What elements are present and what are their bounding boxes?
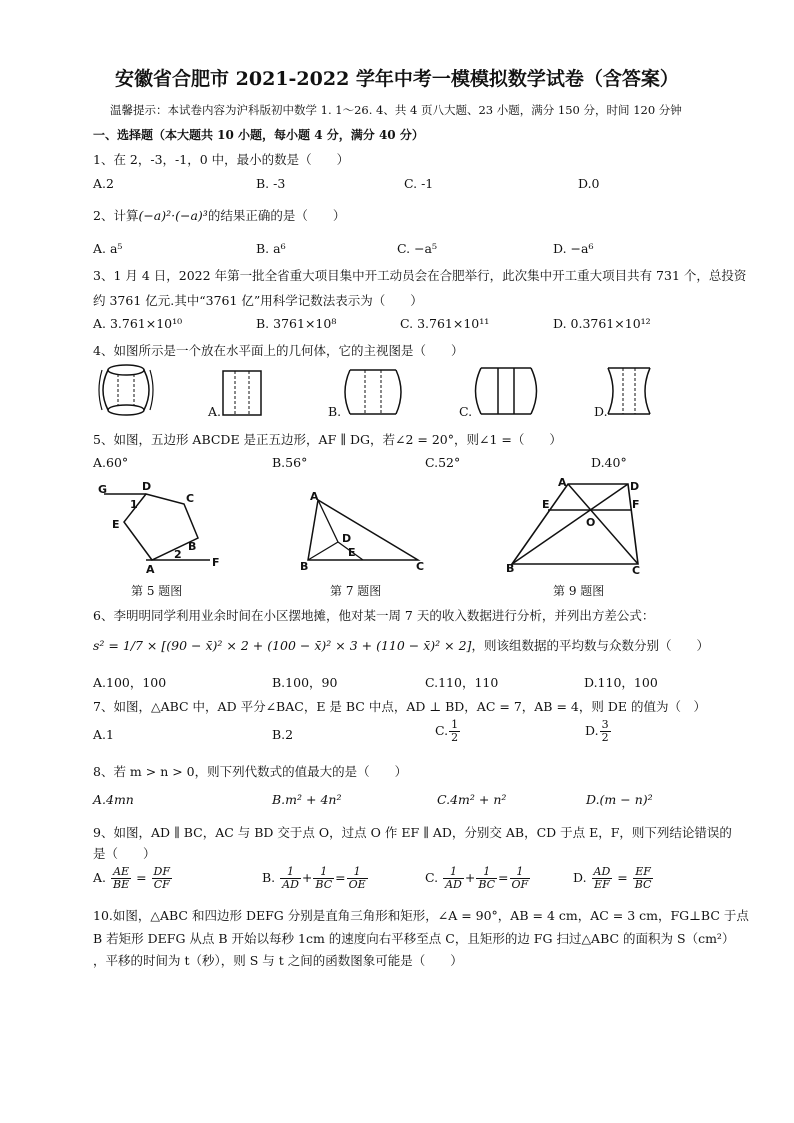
q6-option-a: A.100，100: [93, 675, 167, 690]
question-10-line-3: ，平移的时间为 t（秒），则 S 与 t 之间的函数图象可能是（ ）: [93, 953, 463, 968]
fig5-label-d: D: [142, 480, 152, 493]
q1-option-c: C. -1: [404, 176, 434, 191]
caption-fig7: 第 7 题图: [330, 584, 382, 598]
q2-option-a: A. a⁵: [93, 241, 123, 256]
q1-option-d: D.0: [578, 176, 600, 191]
q9-option-a: A. $\frac{AE}{BE}$ = $\frac{DF}{CF}$: [93, 865, 170, 891]
question-10-line-1: 10.如图，△ABC 和四边形 DEFG 分别是直角三角形和矩形，∠A = 90°，AB = 4 cm，AC = 3 cm，FG⊥BC 于点: [93, 908, 749, 923]
q7-option-d: D. $\frac{3}{2}$: [585, 718, 609, 744]
q6-option-d: D.110，100: [584, 675, 658, 690]
solid-figure: [96, 362, 156, 420]
question-2: [93, 206, 345, 224]
fig5-label-1: 1: [130, 498, 138, 511]
fig9-label-f: F: [632, 498, 640, 511]
fig9-label-c: C: [632, 564, 641, 577]
question-1: 1、在 2，-3，-1，0 中，最小的数是（ ）: [93, 152, 350, 167]
q9-option-c: C. $\frac{1}{AD}$ + $\frac{1}{BC}$ = $\frac{1}{OF}$: [425, 865, 529, 891]
question-9-line-1: 9、如图，AD ∥ BC，AC 与 BD 交于点 O，过点 O 作 EF ∥ AD，分别交 AB，CD 于点 E，F，则下列结论错误的: [93, 825, 732, 840]
variance-formula: s² = 1/7 × [(90 − x̄)² × 2 + (100 − x̄)² × 3 + (110 − x̄)² × 2]: [93, 638, 472, 653]
q6-option-c: C.110，110: [425, 675, 499, 690]
q3-option-d: D. 0.3761×10¹²: [553, 316, 651, 331]
q8-option-b: B.m² + 4n²: [272, 792, 342, 807]
fig9-label-a: A: [558, 476, 567, 489]
caption-fig9: 第 9 题图: [553, 584, 605, 598]
question-6-suffix: ，则该组数据的平均数与众数分别（ ）: [471, 638, 709, 653]
q4-option-c-label: C.: [459, 404, 473, 419]
question-7: 7、如图，△ABC 中，AD 平分∠BAC，E 是 BC 中点，AD ⊥ BD，AC = 7，AB = 4，则 DE 的值为（ ）: [93, 699, 706, 714]
q3-option-a: A. 3.761×10¹⁰: [93, 316, 183, 331]
q1-option-b: B. -3: [256, 176, 286, 191]
question-8: 8、若 m > n > 0，则下列代数式的值最大的是（ ）: [93, 764, 408, 779]
fig9-label-b: B: [506, 562, 515, 575]
q5-option-d: D.40°: [591, 455, 627, 470]
fig7-label-e: E: [348, 546, 356, 559]
question-5: 5、如图，五边形 ABCDE 是正五边形，AF ∥ DG，若∠2 = 20°，则∠1 =（ ）: [93, 432, 562, 447]
fig7-label-c: C: [416, 560, 425, 573]
q7-option-a: A.1: [93, 727, 114, 742]
q4-option-b-label: B.: [328, 404, 342, 419]
fig5-label-g: G: [98, 483, 108, 496]
q3-option-b: B. 3761×10⁸: [256, 316, 337, 331]
q2-expression: (−a)²·(−a)³: [138, 208, 208, 223]
fig5-label-f: F: [212, 556, 220, 569]
question-6-formula-line: [93, 636, 709, 654]
q4-option-a-figure: [222, 370, 262, 416]
q9-option-b: B. $\frac{1}{AD}$ + $\frac{1}{BC}$ = $\frac{1}{OE}$: [262, 865, 366, 891]
q2-suffix: 的结果正确的是（ ）: [207, 208, 346, 223]
fig5-label-b: B: [188, 540, 197, 553]
q7-option-b: B.2: [272, 727, 294, 742]
q4-option-c-figure: [473, 366, 539, 416]
q7-option-c: C. $\frac{1}{2}$: [435, 718, 459, 744]
q8-option-d: D.(m − n)²: [586, 792, 653, 807]
q2-option-c: C. −a⁵: [397, 241, 438, 256]
section-heading: 一、选择题（本大题共 10 小题，每小题 4 分，满分 40 分）: [93, 128, 424, 142]
q5-option-b: B.56°: [272, 455, 308, 470]
q8-option-c: C.4m² + n²: [437, 792, 507, 807]
question-3-line-1: 3、1 月 4 日，2022 年第一批全省重大项目集中开工动员会在合肥举行，此次集中开工重大项目共有 731 个，总投资: [93, 268, 747, 283]
q2-prefix: 2、计算: [93, 208, 139, 223]
q6-option-b: B.100，90: [272, 675, 338, 690]
q2-option-d: D. −a⁶: [553, 241, 594, 256]
figure-7: [298, 490, 430, 574]
q3-option-c: C. 3.761×10¹¹: [400, 316, 490, 331]
fig9-label-d: D: [630, 480, 640, 493]
q5-option-c: C.52°: [425, 455, 461, 470]
fig5-label-a: A: [146, 563, 155, 576]
fig7-label-d: D: [342, 532, 352, 545]
fig7-label-b: B: [300, 560, 309, 573]
fig5-label-2: 2: [174, 548, 182, 561]
question-6-line-1: 6、李明明同学利用业余时间在小区摆地摊，他对某一周 7 天的收入数据进行分析，并列出方差公式：: [93, 608, 655, 623]
caption-fig5: 第 5 题图: [131, 584, 183, 598]
figure-9: [500, 476, 650, 577]
q9-option-d: D. $\frac{AD}{EF}$ = $\frac{EF}{BC}$: [573, 865, 652, 891]
q8-option-a: A.4mn: [93, 792, 134, 807]
fig9-label-o: O: [586, 516, 596, 529]
fig5-label-c: C: [186, 492, 195, 505]
fig5-label-e: E: [112, 518, 120, 531]
q4-option-d-figure: [606, 366, 652, 416]
q4-option-a-label: A.: [208, 404, 222, 419]
question-10-line-2: B 若矩形 DEFG 从点 B 开始以每秒 1cm 的速度向右平移至点 C，且矩形的边 FG 扫过△ABC 的面积为 S（cm²）: [93, 931, 735, 946]
q4-option-b-figure: [342, 368, 404, 416]
fig7-label-a: A: [310, 490, 319, 503]
question-9-line-2: 是（ ）: [93, 846, 156, 861]
question-4: 4、如图所示是一个放在水平面上的几何体，它的主视图是（ ）: [93, 343, 464, 358]
q4-option-d-label: D.: [594, 404, 608, 419]
page-title: 安徽省合肥市 2021-2022 学年中考一模模拟数学试卷（含答案）: [115, 68, 679, 90]
q1-option-a: A.2: [93, 176, 114, 191]
question-3-line-2: 约 3761 亿元.其中“3761 亿”用科学记数法表示为（ ）: [93, 293, 423, 308]
hint-text: 温馨提示：本试卷内容为沪科版初中数学 1. 1～26. 4、共 4 页八大题、23 小题，满分 150 分，时间 120 分钟: [110, 103, 682, 117]
fig9-label-e: E: [542, 498, 550, 511]
q5-option-a: A.60°: [93, 455, 129, 470]
q2-option-b: B. a⁶: [256, 241, 286, 256]
figure-5: [94, 478, 224, 574]
